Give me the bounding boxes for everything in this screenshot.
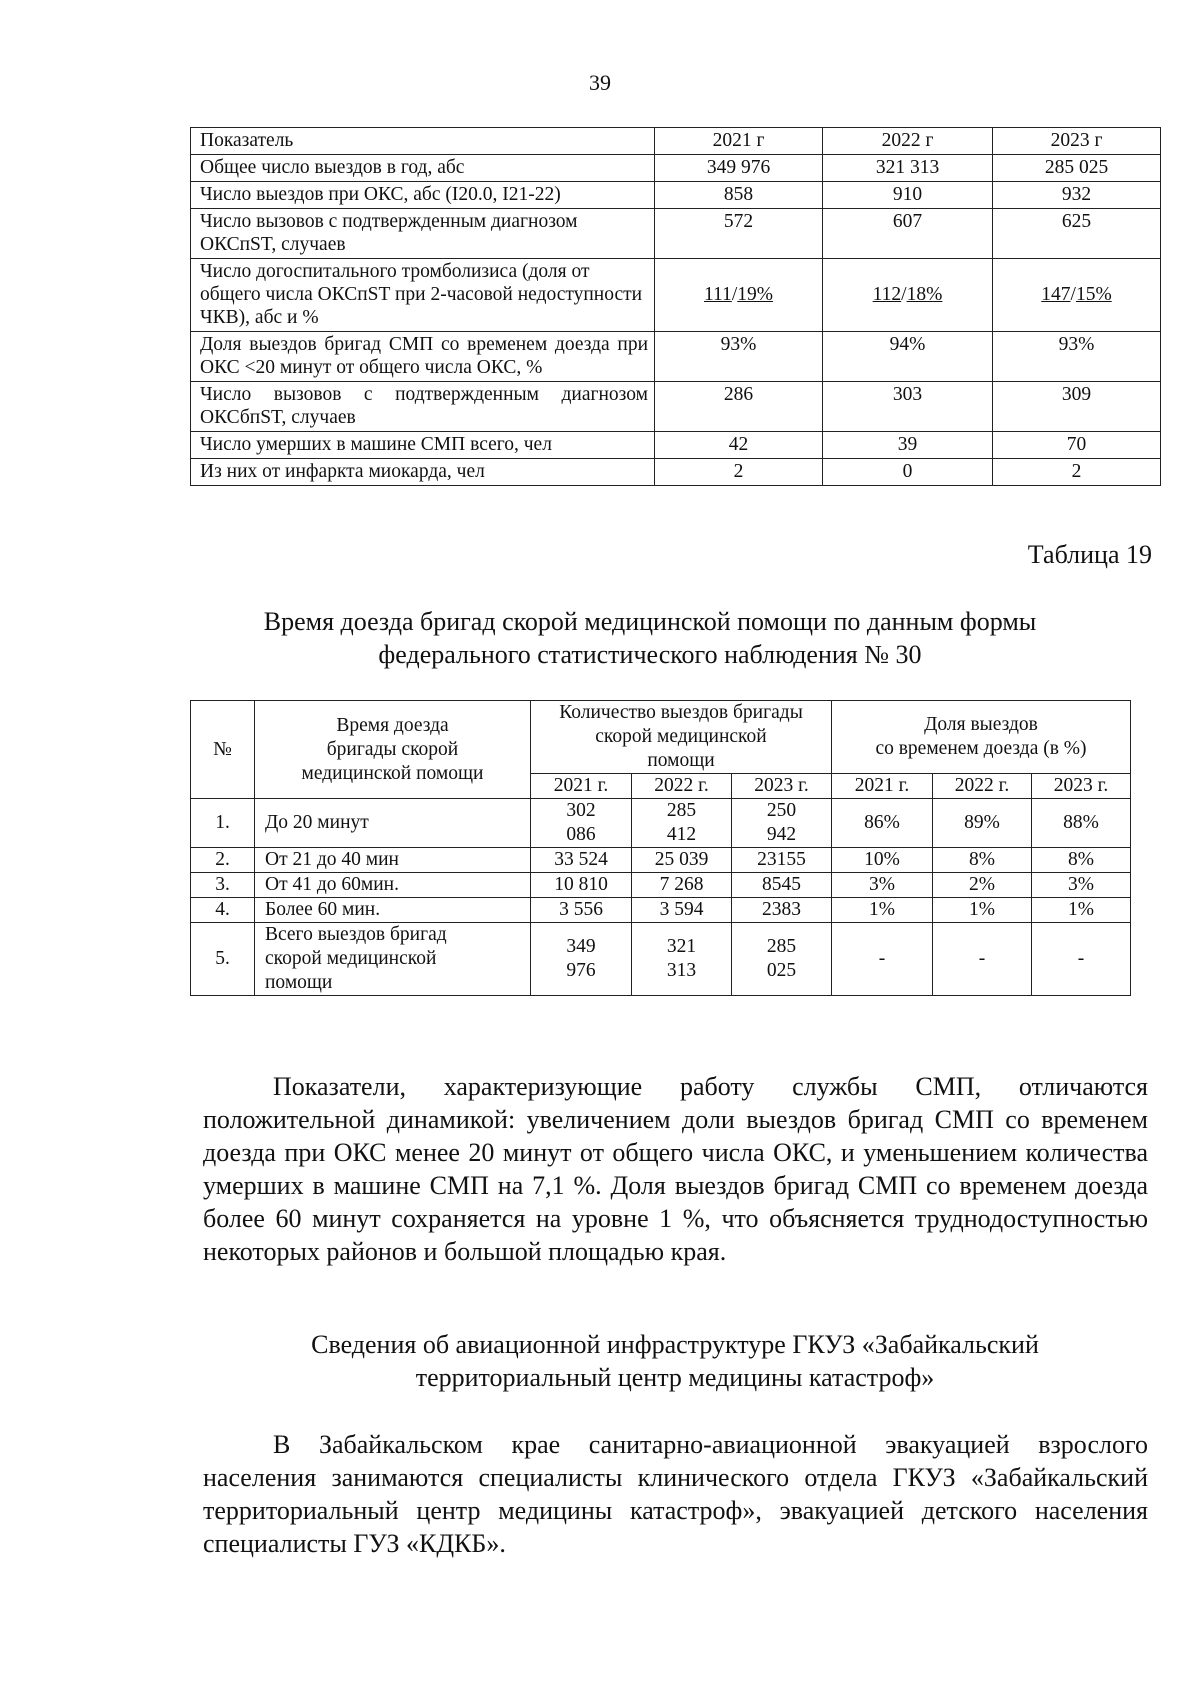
count-part: 025 [766,960,797,981]
table-cell: 42 [655,432,823,459]
table-row [191,898,1131,923]
table-cell: 321 313 [823,155,993,182]
abs-value: 147 [1041,284,1071,305]
row-label: Число вызовов с подтвержденным диагнозом ОКСпST, случаев [191,209,655,259]
header-cell: 2023 г [993,128,1161,155]
row-label: Общее число выездов в год, абс [191,155,655,182]
table-row [191,459,1161,486]
share-cell: 1% [933,898,1032,923]
share-cell: - [933,923,1032,996]
row-num: 5. [191,923,255,996]
row-label-line: Всего выездов бригад [265,924,447,945]
count-part: 349 [566,936,596,957]
share-cell: 3% [1032,873,1131,898]
table-cell: 349 976 [655,155,823,182]
count-cell [732,923,832,996]
section-heading [200,1328,1150,1394]
paragraph-dynamics: Показатели, характеризующие работу службы СМП, отличаются положительной динамикой: увеличением доли выездов бригад СМП со временем доезда при ОКС менее 20 минут от общего числа ОКС, и уменьшением количества умерших в машине СМП на 7,1 %. Доля выездов бригад СМП со временем доезда более 60 минут сохраняется на уровне 1 %, что объясняется труднодоступностью некоторых районов и большой площадью края. [203,1072,1148,1266]
row-label: До 20 минут [255,799,531,848]
table-cell: 309 [993,382,1161,432]
header-line: Доля выездов [924,714,1038,735]
table-row [191,848,1131,873]
abs-value: 111 [704,284,732,305]
table-cell: 285 025 [993,155,1161,182]
row-label-line: скорой медицинской [265,948,437,969]
row-label: Число умерших в машине СМП всего, чел [191,432,655,459]
header-year: 2023 г. [1032,774,1131,799]
count-cell: 10 810 [531,873,632,898]
header-count [531,701,832,774]
table-row [191,209,1161,259]
row-label [255,923,531,996]
count-part: 942 [766,824,797,845]
table-cell [655,259,823,332]
table-header-row [191,701,1131,774]
count-cell: 2383 [732,898,832,923]
table-row [191,332,1161,382]
row-label: Число догоспитального тромболизиса (доля от общего числа ОКСпST при 2-часовой недоступности ЧКВ), абс и % [191,259,655,332]
table-cell: 625 [993,209,1161,259]
share-cell: 86% [832,799,933,848]
share-cell: 8% [1032,848,1131,873]
paragraph-aviation: В Забайкальском крае санитарно-авиационной эвакуацией взрослого населения занимаются специалисты клинического отдела ГКУЗ «Забайкальский территориальный центр медицины катастроф», эвакуацией детского населения специалисты ГУЗ «КДКБ». [203,1430,1148,1558]
table-caption: Таблица 19 [1027,540,1152,569]
table-title-line: Время доезда бригад скорой медицинской помощи по данным формы [263,607,1037,636]
table-header-row [191,128,1161,155]
header-line: Время доезда [336,714,449,736]
header-share [832,701,1131,774]
row-num: 4. [191,898,255,923]
count-cell: 8545 [732,873,832,898]
table-cell: 286 [655,382,823,432]
table-row [191,923,1131,996]
count-part: 321 [666,936,697,957]
header-time [255,701,531,799]
header-line: медицинской помощи [301,762,484,784]
count-cell [732,799,832,848]
header-year: 2021 г. [832,774,933,799]
table-cell: 858 [655,182,823,209]
table-cell: 303 [823,382,993,432]
share-cell: - [1032,923,1131,996]
header-year: 2023 г. [732,774,832,799]
count-cell: 7 268 [632,873,732,898]
share-cell: 8% [933,848,1032,873]
header-line: скорой медицинской [595,726,767,747]
row-label: Из них от инфаркта миокарда, чел [191,459,655,486]
header-line: бригады скорой [326,738,459,760]
separator: / [1070,284,1076,305]
table-cell: 572 [655,209,823,259]
count-cell: 23155 [732,848,832,873]
share-cell: 89% [933,799,1032,848]
header-cell: 2021 г [655,128,823,155]
header-num: № [191,701,255,799]
table-cell: 0 [823,459,993,486]
count-part: 313 [666,960,697,981]
table-cell: 932 [993,182,1161,209]
table-row [191,382,1161,432]
count-cell: 3 594 [632,898,732,923]
share-cell: 1% [1032,898,1131,923]
table-row [191,799,1131,848]
count-part: 250 [766,800,797,821]
row-label: От 41 до 60мин. [255,873,531,898]
count-part: 285 [766,936,797,957]
arrival-time-table [190,700,1131,996]
count-cell [632,923,732,996]
count-part: 412 [666,824,697,845]
count-part: 302 [566,800,596,821]
share-cell: 88% [1032,799,1131,848]
count-cell: 3 556 [531,898,632,923]
separator: / [901,284,907,305]
count-part: 285 [666,800,697,821]
table-row [191,155,1161,182]
table-cell: 39 [823,432,993,459]
count-cell [531,799,632,848]
count-cell: 25 039 [632,848,732,873]
row-num: 3. [191,873,255,898]
section-heading-line: Сведения об авиационной инфраструктуре ГКУЗ «Забайкальский [311,1330,1039,1359]
header-year: 2021 г. [531,774,632,799]
count-part: 976 [566,960,596,981]
row-label: Более 60 мин. [255,898,531,923]
abs-value: 112 [872,284,902,305]
indicators-table [190,127,1161,486]
row-label: Доля выездов бригад СМП со временем доезда при ОКС <20 минут от общего числа ОКС, % [191,332,655,382]
header-line: Количество выездов бригады [559,702,803,723]
row-label: Число выездов при ОКС, абс (I20.0, I21-22) [191,182,655,209]
header-cell: 2022 г [823,128,993,155]
header-year: 2022 г. [632,774,732,799]
row-label-line: помощи [265,972,333,993]
row-label: От 21 до 40 мин [255,848,531,873]
table-row [191,432,1161,459]
page-number: 39 [589,70,611,95]
share-cell: 3% [832,873,933,898]
table-cell: 93% [655,332,823,382]
share-cell: 1% [832,898,933,923]
table-cell [823,259,993,332]
share-cell: - [832,923,933,996]
count-cell [531,923,632,996]
header-line: со временем доезда (в %) [875,738,1087,759]
table-cell: 2 [993,459,1161,486]
header-line: помощи [647,750,715,771]
table-row [191,873,1131,898]
table-row [191,259,1161,332]
row-num: 1. [191,799,255,848]
row-num: 2. [191,848,255,873]
table-row [191,182,1161,209]
pct-value: 19% [737,284,773,305]
share-cell: 2% [933,873,1032,898]
count-cell [632,799,732,848]
table-cell [993,259,1161,332]
table-title [170,605,1130,671]
separator: / [731,284,738,305]
pct-value: 15% [1075,284,1112,305]
table-cell: 93% [993,332,1161,382]
count-cell: 33 524 [531,848,632,873]
header-year: 2022 г. [933,774,1032,799]
share-cell: 10% [832,848,933,873]
header-cell: Показатель [191,128,655,155]
table-cell: 607 [823,209,993,259]
table-cell: 910 [823,182,993,209]
table-title-line: федерального статистического наблюдения № 30 [378,640,922,669]
table-cell: 70 [993,432,1161,459]
section-heading-line: территориальный центр медицины катастроф» [415,1363,935,1392]
count-part: 086 [566,824,596,845]
row-label: Число вызовов с подтвержденным диагнозом ОКСбпST, случаев [191,382,655,432]
table-cell: 94% [823,332,993,382]
table-cell: 2 [655,459,823,486]
pct-value: 18% [906,284,943,305]
